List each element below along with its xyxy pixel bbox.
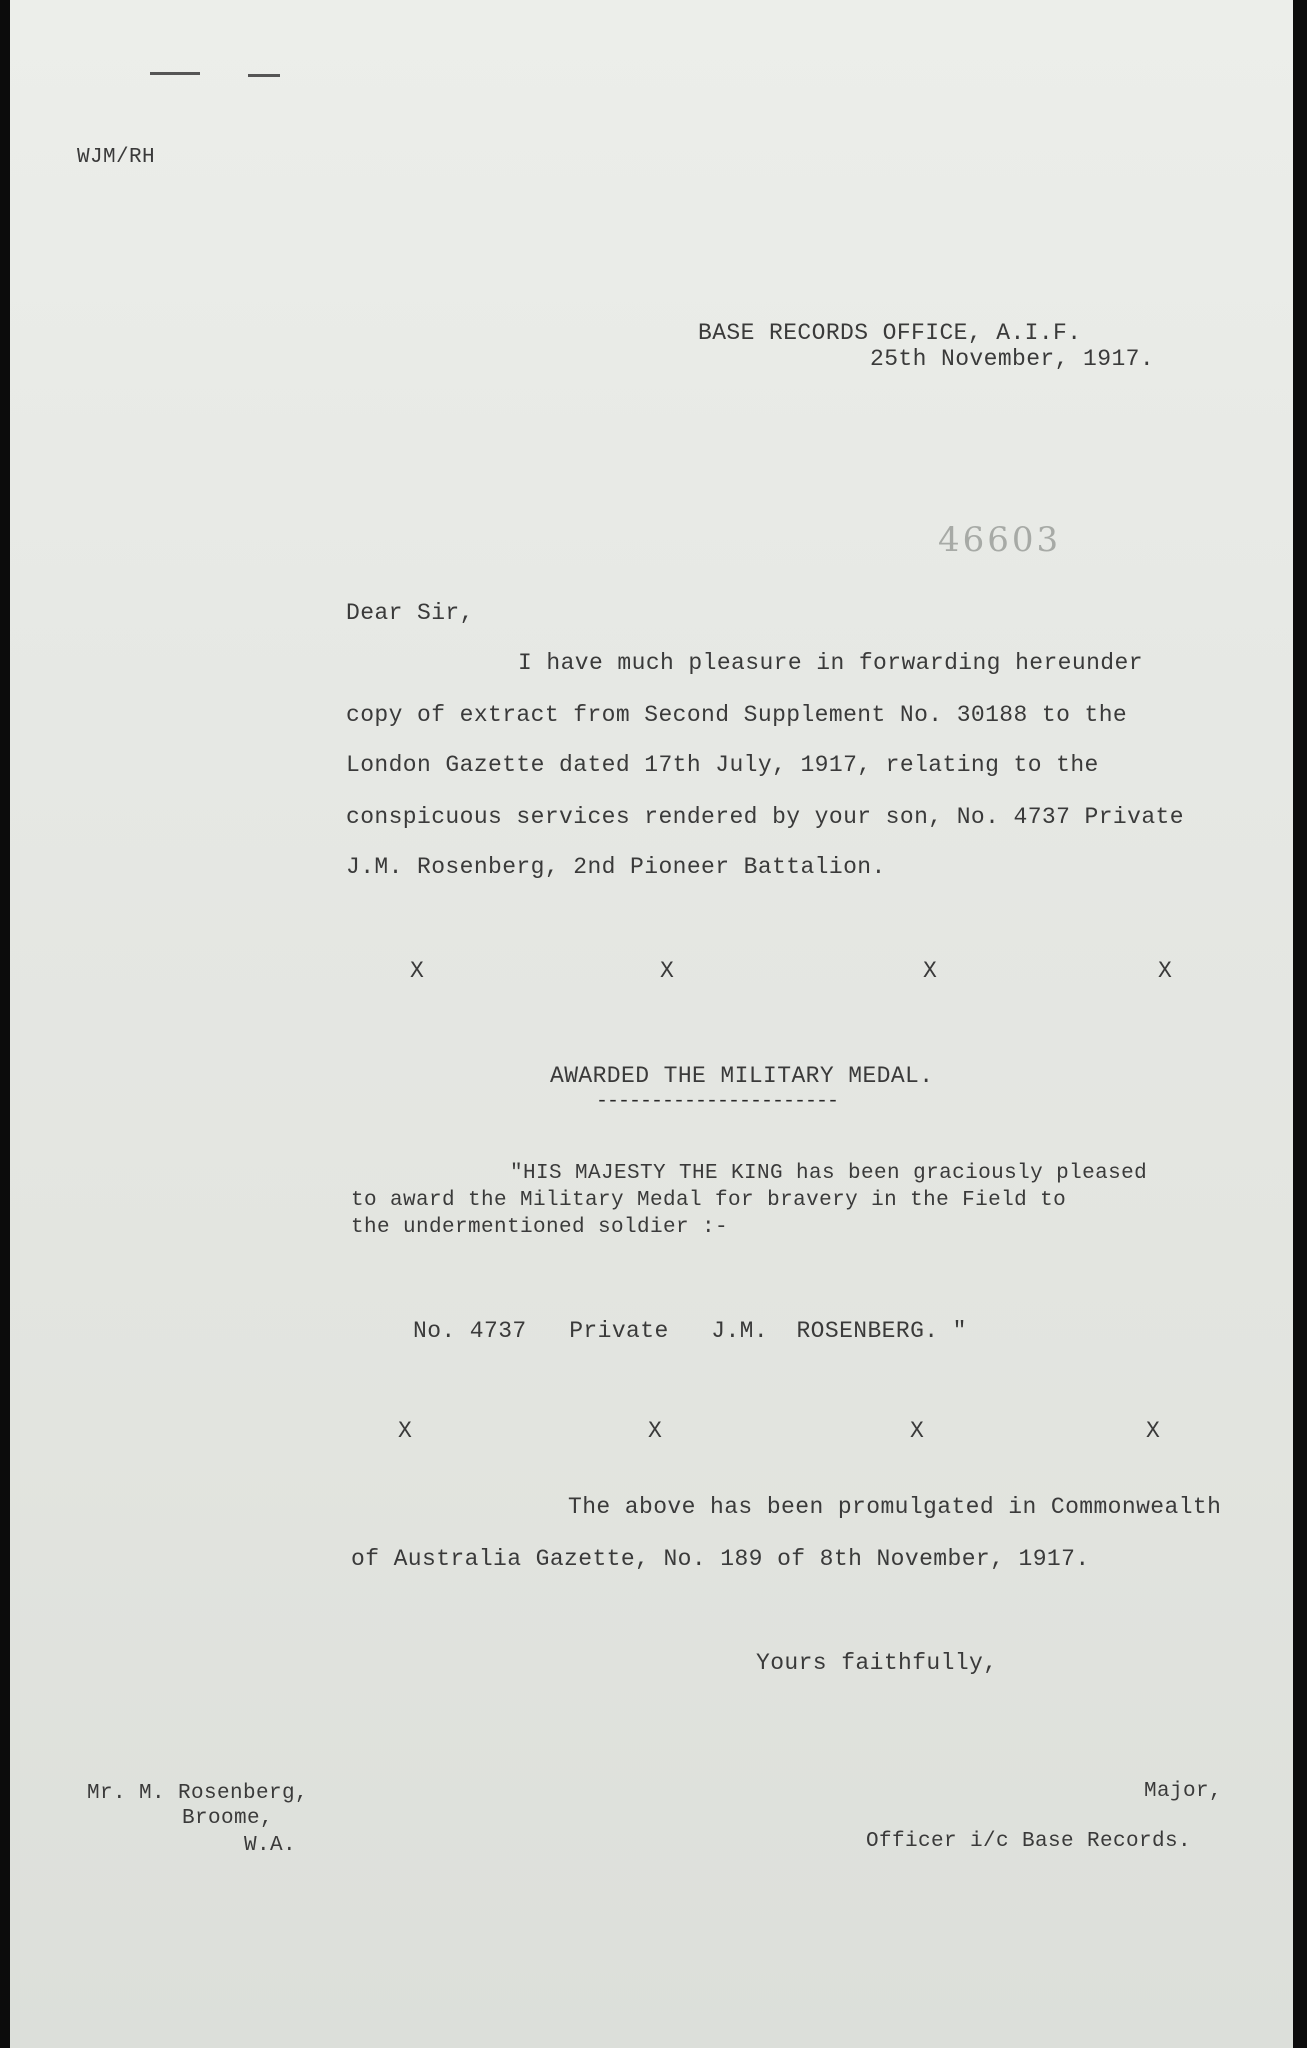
promulgation-line: of Australia Gazette, No. 189 of 8th November, 1917. (351, 1546, 1090, 1572)
citation-line: "HIS MAJESTY THE KING has been graciously pleased (510, 1162, 1148, 1185)
separator-mark: X (910, 1418, 925, 1444)
separator-mark: X (1158, 958, 1173, 984)
signatory-rank: Major, (1144, 1780, 1223, 1803)
intro-line: copy of extract from Second Supplement No. 30188 to the (346, 702, 1128, 728)
separator-mark: X (410, 958, 425, 984)
salutation: Dear Sir, (346, 600, 474, 626)
addressee-line: Broome, (182, 1807, 274, 1830)
letter-page (10, 0, 1293, 2048)
citation-line: to award the Military Medal for bravery in the Field to (351, 1189, 1067, 1212)
addressee-line: W.A. (244, 1834, 297, 1857)
closing: Yours faithfully, (756, 1650, 998, 1676)
promulgation-line: The above has been promulgated in Commonwealth (568, 1494, 1222, 1520)
file-number-stamp: 46603 (938, 520, 1062, 560)
separator-mark: X (1146, 1418, 1161, 1444)
ink-mark (248, 74, 280, 77)
ink-mark (150, 72, 200, 75)
intro-line: conspicuous services rendered by your son, No. 4737 Private (346, 804, 1184, 830)
addressee-line: Mr. M. Rosenberg, (87, 1782, 309, 1805)
letter-date: 25th November, 1917. (870, 346, 1155, 372)
soldier-line: No. 4737 Private J.M. ROSENBERG. " (413, 1318, 967, 1344)
separator-mark: X (398, 1418, 413, 1444)
separator-mark: X (648, 1418, 663, 1444)
separator-mark: X (923, 958, 938, 984)
signatory-title: Officer i/c Base Records. (866, 1830, 1192, 1853)
separator-mark: X (660, 958, 675, 984)
intro-line: I have much pleasure in forwarding hereunder (518, 650, 1143, 676)
intro-line: J.M. Rosenberg, 2nd Pioneer Battalion. (346, 854, 886, 880)
intro-line: London Gazette dated 17th July, 1917, relating to the (346, 752, 1099, 778)
citation-line: the undermentioned soldier :- (351, 1216, 729, 1239)
reference-initials: WJM/RH (77, 146, 156, 169)
sender-office: BASE RECORDS OFFICE, A.I.F. (698, 320, 1082, 346)
award-heading: AWARDED THE MILITARY MEDAL. (550, 1063, 934, 1089)
award-heading-underline: ---------------------- (596, 1090, 839, 1113)
